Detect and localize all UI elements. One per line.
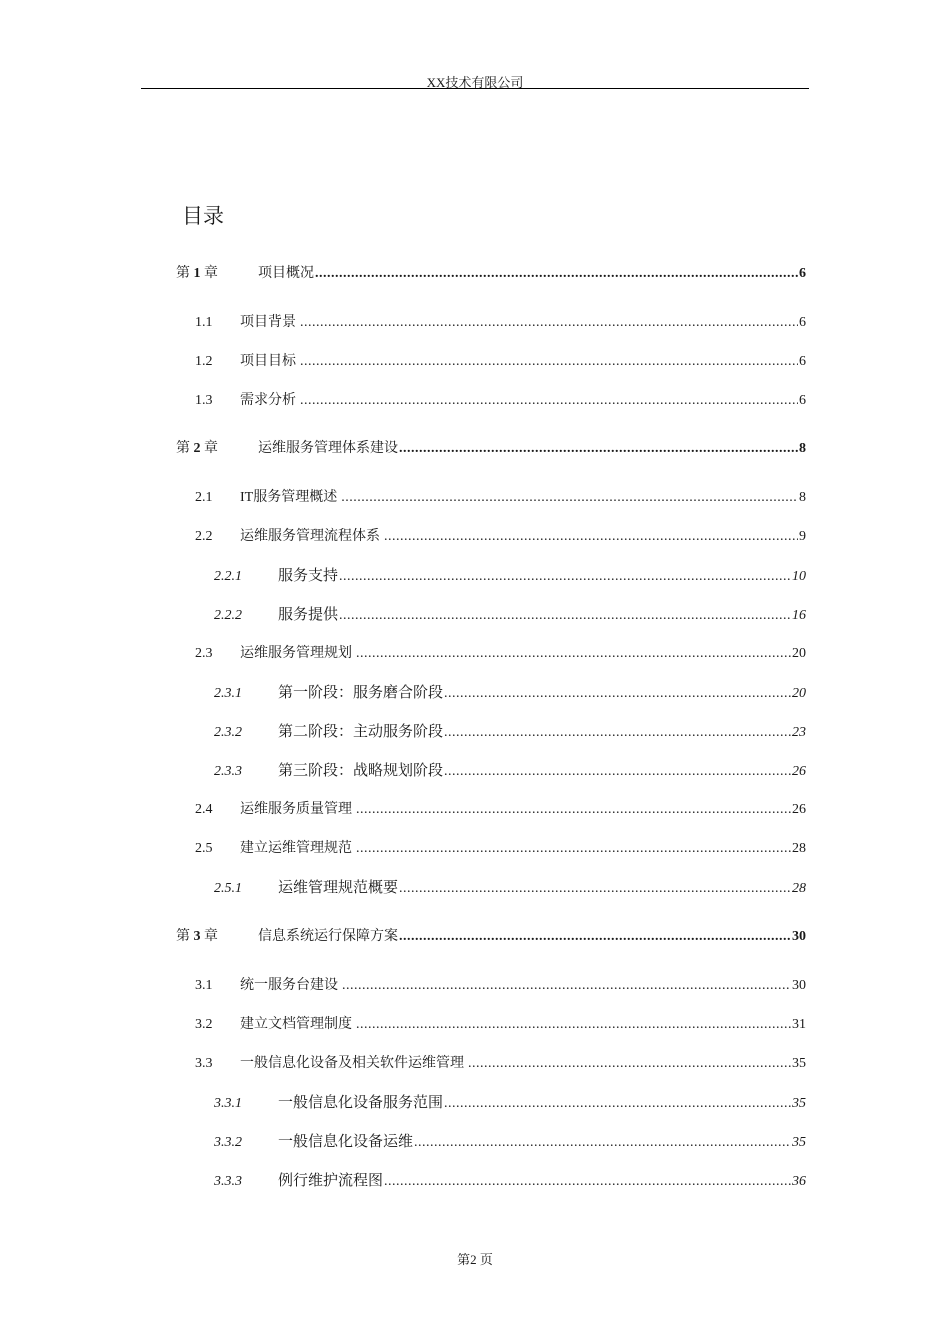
toc-entry-title: 服务提供 (278, 607, 339, 623)
dot-leader (356, 644, 791, 664)
toc-entry-title: 服务支持 (278, 568, 339, 584)
toc-entry-page-number: 30 (792, 978, 806, 993)
toc-entry-number: 2.1 (195, 490, 213, 505)
toc-entry-number: 1.2 (195, 354, 213, 369)
toc-entry-page-number: 8 (799, 490, 806, 505)
toc-entry-page-number: 10 (792, 569, 806, 584)
toc-entry-level-2[interactable] (195, 839, 806, 859)
toc-entry-level-1[interactable] (176, 927, 806, 947)
toc-entry-level-3[interactable] (214, 1132, 806, 1152)
dot-leader (315, 264, 798, 284)
toc-entry-page-number: 16 (792, 608, 806, 623)
toc-entry-number: 3.3 (195, 1056, 213, 1071)
toc-entry-page-number: 35 (792, 1135, 806, 1150)
toc-entry-title: 一般信息化设备服务范围 (278, 1095, 444, 1111)
toc-entry-number: 3.3.3 (214, 1174, 242, 1189)
dot-leader (300, 313, 798, 333)
toc-entry-title: 建立文档管理制度 (240, 1017, 352, 1032)
toc-entry-title: 建立运维管理规范 (240, 841, 352, 856)
toc-entry-title: 第二阶段：主动服务阶段 (278, 724, 444, 740)
toc-entry-number: 2.5.1 (214, 881, 242, 896)
toc-entry-number: 3.3.1 (214, 1096, 242, 1111)
dot-leader (444, 762, 791, 782)
toc-entry-page-number: 35 (792, 1096, 806, 1111)
toc-entry-number: 2.2.1 (214, 569, 242, 584)
toc-entry-page-number: 6 (799, 315, 806, 330)
toc-entry-number: 2.2.2 (214, 608, 242, 623)
toc-entry-page-number: 20 (792, 646, 806, 661)
chapter-suffix: 章 (204, 441, 218, 456)
toc-entry-level-2[interactable] (195, 313, 806, 333)
header-company-name: XX技术有限公司 (426, 75, 524, 90)
toc-entry-level-3[interactable] (214, 683, 806, 703)
dot-leader (399, 439, 798, 459)
dot-leader (399, 927, 791, 947)
toc-entry-number: 1.3 (195, 393, 213, 408)
toc-entry-title: 项目概况 (258, 266, 314, 281)
toc-entry-level-2[interactable] (195, 644, 806, 664)
toc-entry-level-2[interactable] (195, 976, 806, 996)
toc-entry-title: 统一服务台建设 (240, 978, 338, 993)
toc-entry-title: 运维服务质量管理 (240, 802, 352, 817)
toc-entry-level-3[interactable] (214, 1093, 806, 1113)
toc-entry-page-number: 6 (799, 393, 806, 408)
toc-entry-number (176, 927, 258, 947)
toc-entry-page-number: 6 (799, 266, 806, 281)
toc-entry-title: 运维管理规范概要 (278, 880, 399, 896)
toc-entry-number: 3.2 (195, 1017, 213, 1032)
toc-entry-level-2[interactable] (195, 1054, 806, 1074)
toc-entry-level-2[interactable] (195, 527, 806, 547)
toc-entry-number: 2.5 (195, 841, 213, 856)
toc-entry-page-number: 23 (792, 725, 806, 740)
toc-entry-title: 运维服务管理规划 (240, 646, 352, 661)
chapter-number: 1 (190, 266, 204, 281)
toc-entry-level-3[interactable] (214, 605, 806, 625)
toc-entry-number: 1.1 (195, 315, 213, 330)
toc-entry-number: 2.3 (195, 646, 213, 661)
dot-leader (300, 352, 798, 372)
dot-leader (342, 976, 791, 996)
toc-entry-level-3[interactable] (214, 722, 806, 742)
toc-entry-number: 2.4 (195, 802, 213, 817)
dot-leader (356, 800, 791, 820)
toc-entry-level-3[interactable] (214, 566, 806, 586)
toc-entry-number: 2.3.3 (214, 764, 242, 779)
toc-entry-title: 运维服务管理流程体系 (240, 529, 380, 544)
toc-entry-page-number: 28 (792, 841, 806, 856)
toc-entry-number: 3.1 (195, 978, 213, 993)
toc-entry-title: 信息系统运行保障方案 (258, 929, 398, 944)
toc-entry-number: 2.2 (195, 529, 213, 544)
dot-leader (339, 567, 791, 587)
toc-entry-level-3[interactable] (214, 1171, 806, 1191)
toc-entry-page-number: 36 (792, 1174, 806, 1189)
toc-entry-title: IT服务管理概述 (240, 490, 338, 505)
dot-leader (341, 488, 798, 508)
toc-entry-title: 运维服务管理体系建设 (258, 441, 398, 456)
toc-title: 目录 (182, 204, 224, 228)
toc-entry-page-number: 8 (799, 441, 806, 456)
chapter-prefix: 第 (176, 441, 190, 456)
toc-entry-level-3[interactable] (214, 878, 806, 898)
toc-entry-number: 2.3.1 (214, 686, 242, 701)
toc-entry-title: 项目目标 (240, 354, 296, 369)
toc-entry-title: 第一阶段：服务磨合阶段 (278, 685, 444, 701)
page-footer: 第2 页 (457, 1252, 493, 1267)
chapter-suffix: 章 (204, 266, 218, 281)
dot-leader (468, 1054, 791, 1074)
chapter-number: 3 (190, 929, 204, 944)
dot-leader (444, 684, 791, 704)
toc-entry-page-number: 26 (792, 802, 806, 817)
toc-entry-level-1[interactable] (176, 264, 806, 284)
toc-entry-page-number: 35 (792, 1056, 806, 1071)
dot-leader (399, 879, 791, 899)
toc-entry-level-2[interactable] (195, 800, 806, 820)
toc-entry-level-2[interactable] (195, 488, 806, 508)
toc-entry-page-number: 20 (792, 686, 806, 701)
dot-leader (444, 723, 791, 743)
dot-leader (339, 606, 791, 626)
toc-entry-page-number: 9 (799, 529, 806, 544)
toc-entry-level-3[interactable] (214, 761, 806, 781)
dot-leader (356, 1015, 791, 1035)
toc-entry-number: 2.3.2 (214, 725, 242, 740)
chapter-prefix: 第 (176, 266, 190, 281)
chapter-number: 2 (190, 441, 204, 456)
toc-entry-page-number: 28 (792, 881, 806, 896)
header-rule (141, 88, 809, 89)
dot-leader (414, 1133, 791, 1153)
dot-leader (300, 391, 798, 411)
toc-entry-page-number: 26 (792, 764, 806, 779)
toc-entry-level-2[interactable] (195, 391, 806, 411)
toc-entry-title: 第三阶段：战略规划阶段 (278, 763, 444, 779)
toc-entry-level-2[interactable] (195, 1015, 806, 1035)
toc-entry-level-2[interactable] (195, 352, 806, 372)
dot-leader (356, 839, 791, 859)
dot-leader (384, 527, 798, 547)
chapter-prefix: 第 (176, 929, 190, 944)
toc-entry-number: 3.3.2 (214, 1135, 242, 1150)
toc-entry-number (176, 439, 258, 459)
toc-entry-title: 项目背景 (240, 315, 296, 330)
toc-entry-level-1[interactable] (176, 439, 806, 459)
toc-entry-title: 需求分析 (240, 393, 296, 408)
toc-entry-number (176, 264, 258, 284)
chapter-suffix: 章 (204, 929, 218, 944)
toc-entry-page-number: 31 (792, 1017, 806, 1032)
dot-leader (384, 1172, 791, 1192)
toc-entry-title: 一般信息化设备运维 (278, 1134, 414, 1150)
toc-entry-page-number: 30 (792, 929, 806, 944)
toc-entry-title: 例行维护流程图 (278, 1173, 384, 1189)
dot-leader (444, 1094, 791, 1114)
toc-entry-page-number: 6 (799, 354, 806, 369)
toc-entry-title: 一般信息化设备及相关软件运维管理 (240, 1056, 464, 1071)
